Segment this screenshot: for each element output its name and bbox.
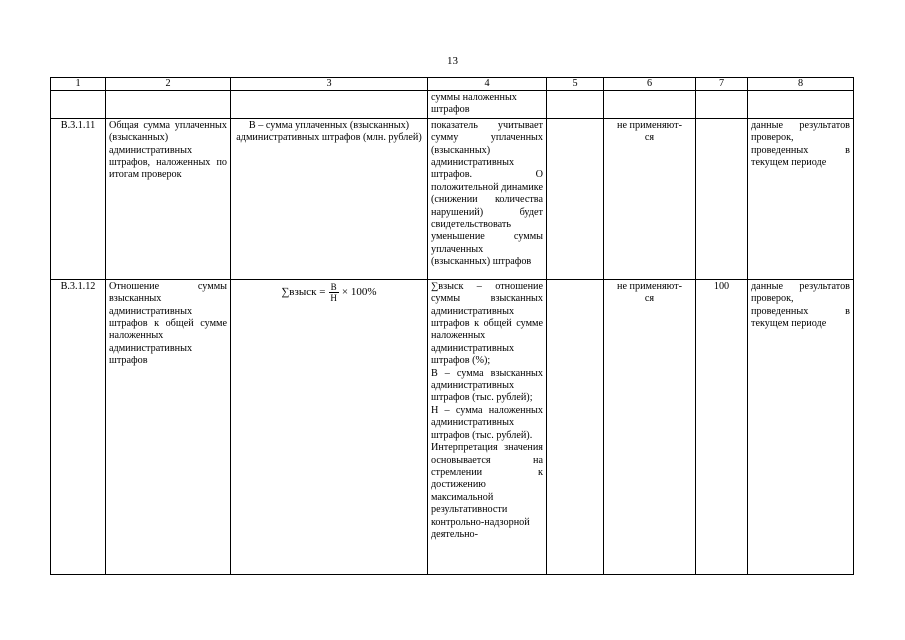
cell-col7 <box>696 118 748 279</box>
formula-denominator: Н <box>330 292 337 303</box>
cell-name: Общая сумма уплаченных (взысканных) административных штрафов, наложенных по итогам проверок <box>106 118 231 279</box>
cell-col6 <box>604 91 696 119</box>
cell-col7 <box>696 91 748 119</box>
page-number: 13 <box>447 55 458 67</box>
formula-lhs: ∑взыск = <box>281 286 326 299</box>
description-paragraph: Н – сумма наложенных административных штрафов (тыс. рублей). <box>431 404 543 441</box>
column-header: 4 <box>428 78 547 91</box>
cell-code: В.3.1.11 <box>51 118 106 279</box>
cell-code <box>51 91 106 119</box>
cell-name <box>106 91 231 119</box>
description-paragraph: ∑взыск – отношение суммы взысканных административных штрафов к общей сумме наложенных административных штрафов (%); <box>431 280 543 367</box>
cell-description: суммы наложенных штрафов <box>428 91 547 119</box>
column-header: 3 <box>231 78 428 91</box>
table-row <box>51 279 854 574</box>
cell-description <box>428 279 547 574</box>
cell-col5 <box>547 91 604 119</box>
description-paragraph: В – сумма взысканных административных штрафов (тыс. рублей); <box>431 367 543 404</box>
column-header: 7 <box>696 78 748 91</box>
table-row <box>51 118 854 279</box>
column-header: 5 <box>547 78 604 91</box>
formula-fraction <box>328 282 339 303</box>
formula-rhs: × 100% <box>341 286 377 299</box>
column-header: 8 <box>748 78 854 91</box>
formula <box>234 282 424 303</box>
table-row <box>51 91 854 119</box>
cell-source: данные результатов проверок, проведенных в текущем периоде <box>748 279 854 574</box>
column-header: 2 <box>106 78 231 91</box>
cell-formula <box>231 91 428 119</box>
cell-source: данные результатов проверок, проведенных в текущем периоде <box>748 118 854 279</box>
cell-col7: 100 <box>696 279 748 574</box>
cell-source <box>748 91 854 119</box>
cell-description: показатель учитывает сумму уплаченных (взысканных) административных штрафов. О положительной динамике (снижении количества нарушений) будет свидетельствовать уменьшение суммы уплаченных (взысканных) штрафов <box>428 118 547 279</box>
cell-col5 <box>547 118 604 279</box>
cell-formula <box>231 279 428 574</box>
column-header: 6 <box>604 78 696 91</box>
cell-col6: не применяют- ся <box>604 118 696 279</box>
cell-col6: не применяют- ся <box>604 279 696 574</box>
column-number-row <box>51 78 854 91</box>
cell-code: В.3.1.12 <box>51 279 106 574</box>
cell-name: Отношение суммы взысканных административных штрафов к общей сумме наложенных административных штрафов <box>106 279 231 574</box>
cell-formula: В – сумма уплаченных (взысканных) административных штрафов (млн. рублей) <box>231 118 428 279</box>
cell-col5 <box>547 279 604 574</box>
column-header: 1 <box>51 78 106 91</box>
description-paragraph: Интерпретация значения основывается на стремлении к достижению максимальной результативности контрольно-надзорной деятельно- <box>431 442 543 540</box>
indicator-table <box>50 77 854 575</box>
formula-numerator: В <box>330 281 337 292</box>
